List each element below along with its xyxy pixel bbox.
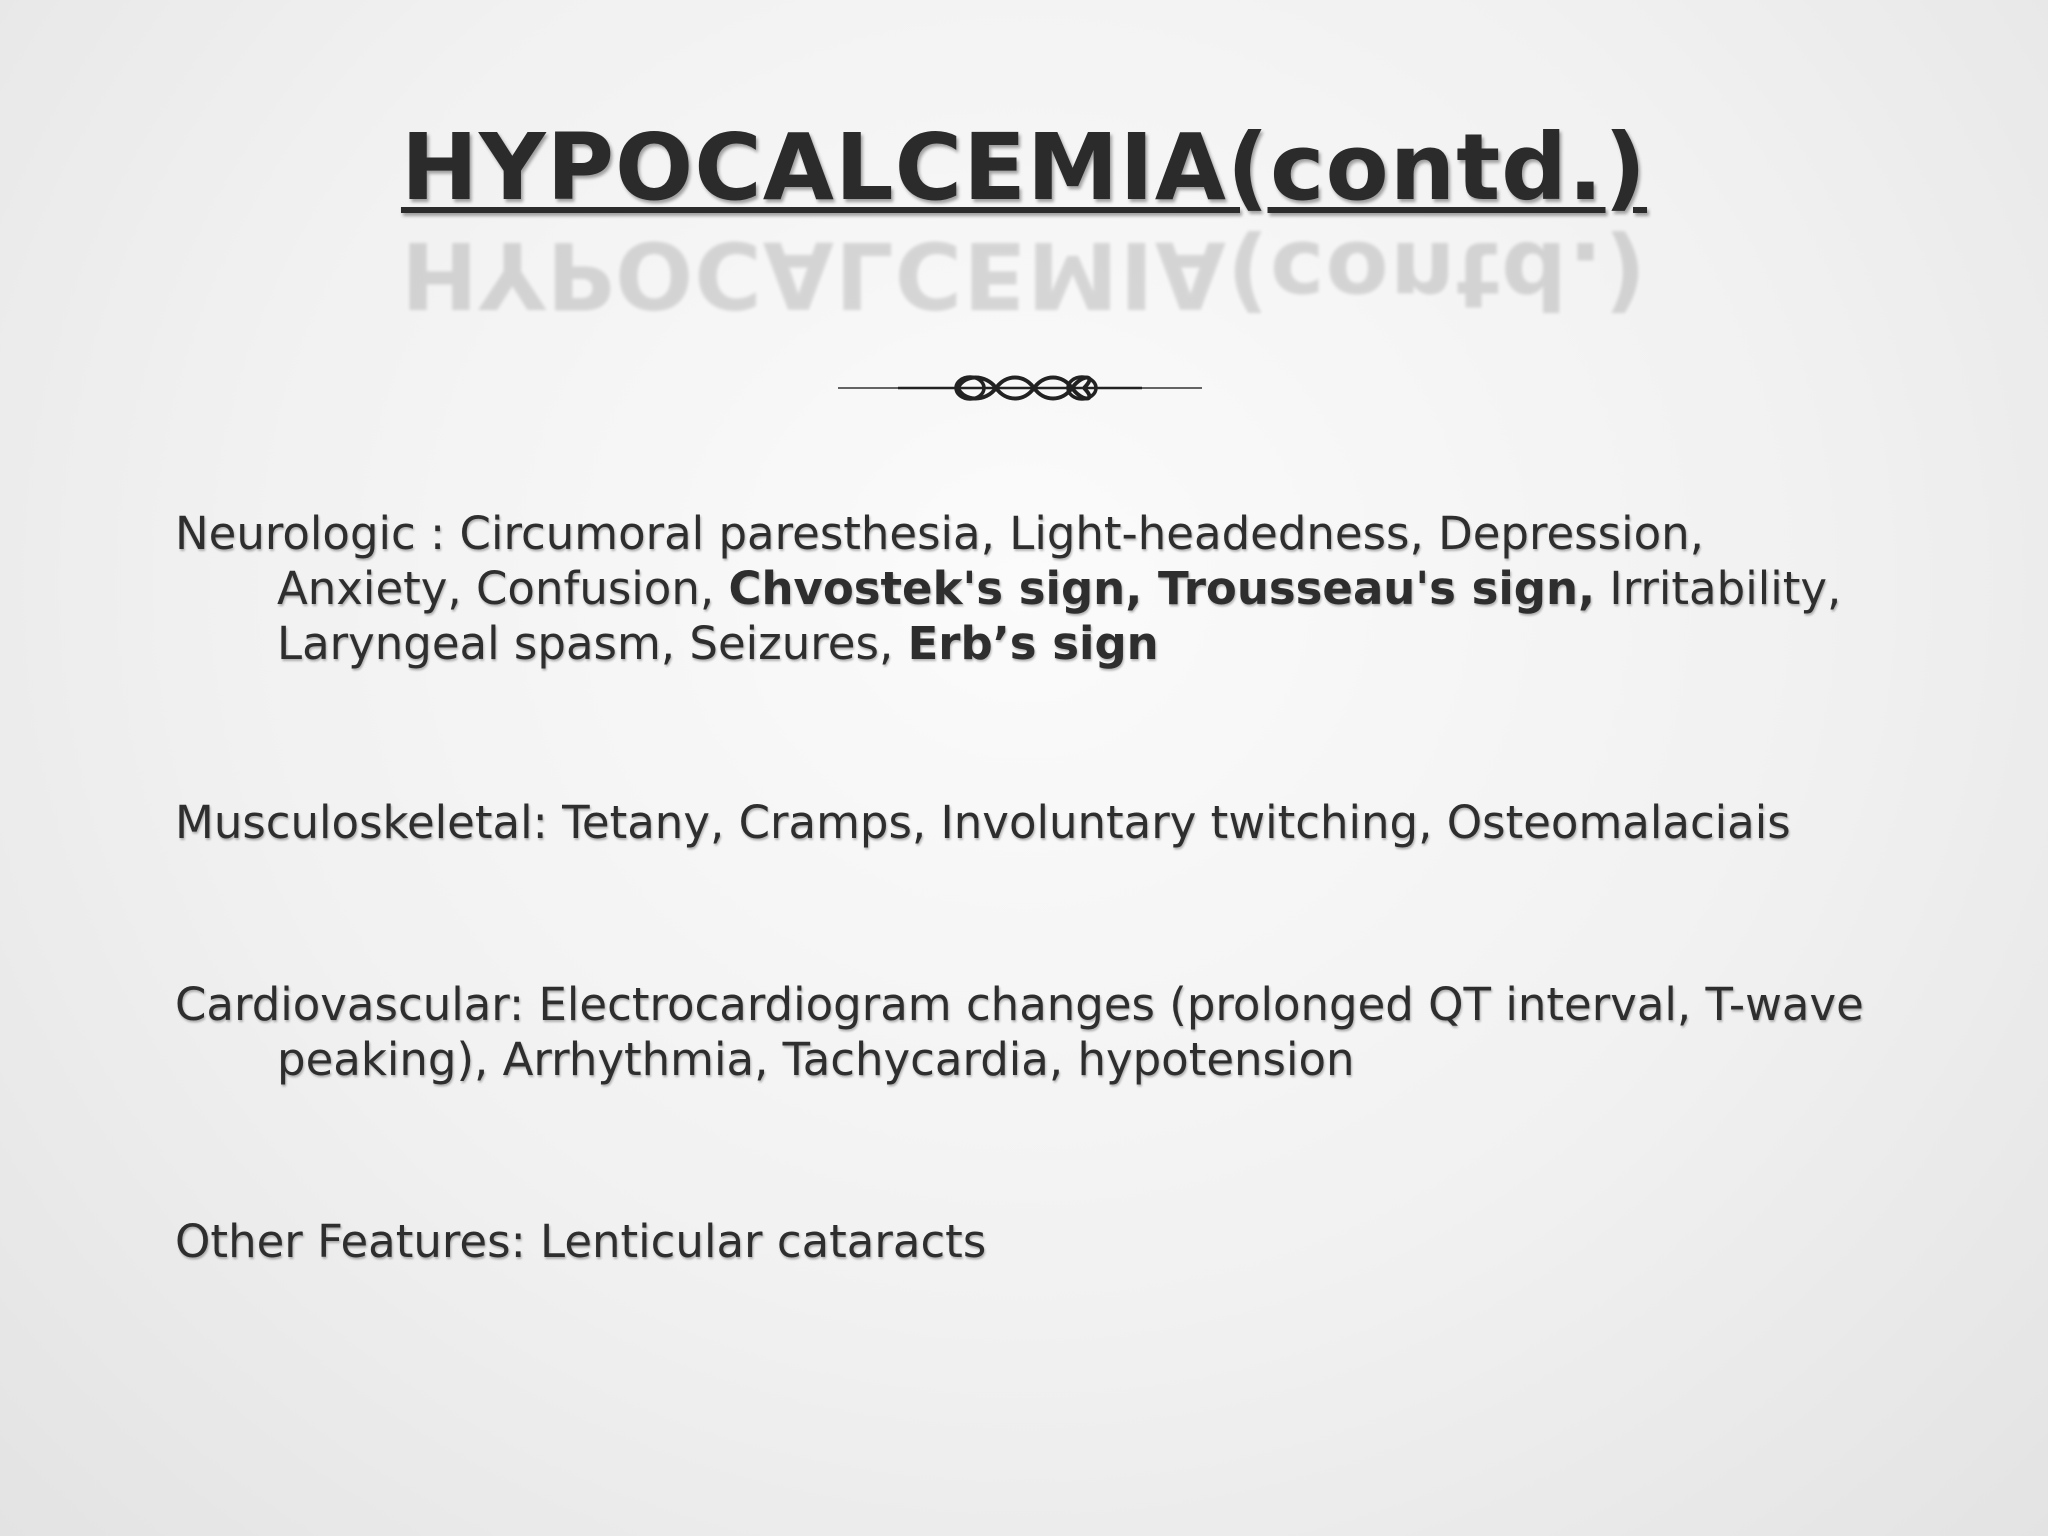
musculoskeletal-text: Tetany, Cramps, Involuntary twitching, Osteomalaciais [562,796,1791,849]
other-features-label: Other Features: [175,1215,541,1268]
slide-title: HYPOCALCEMIA(contd.) [400,114,1648,221]
flourish-divider-icon [838,366,1202,410]
title-container [0,112,2048,224]
neurologic-text-2: Irritability, Laryngeal spasm, Seizures, [277,562,1842,670]
neurologic-label: Neurologic : [175,507,460,560]
cardiovascular-text: Electrocardiogram changes (prolonged QT interval, T-wave peaking), Arrhythmia, Tachycardia, hypotension [277,978,1864,1086]
musculoskeletal-paragraph [175,795,1895,850]
title-reflection-text: HYPOCALCEMIA(contd.) [400,221,1648,328]
other-features-text: Lenticular cataracts [540,1215,987,1268]
neurologic-bold-erb: Erb’s sign [907,617,1159,670]
musculoskeletal-label: Musculoskeletal: [175,796,563,849]
title-reflection [0,218,2048,328]
neurologic-paragraph [175,506,1895,671]
neurologic-text-1: Circumoral paresthesia, Light-headedness, Depression, Anxiety, Confusion, [277,507,1704,615]
neurologic-bold-signs: Chvostek's sign, Trousseau's sign, [728,562,1596,615]
cardiovascular-label: Cardiovascular: [175,978,539,1031]
slide-content [175,506,1895,1269]
other-features-paragraph [175,1214,1895,1269]
cardiovascular-paragraph [175,977,1895,1087]
